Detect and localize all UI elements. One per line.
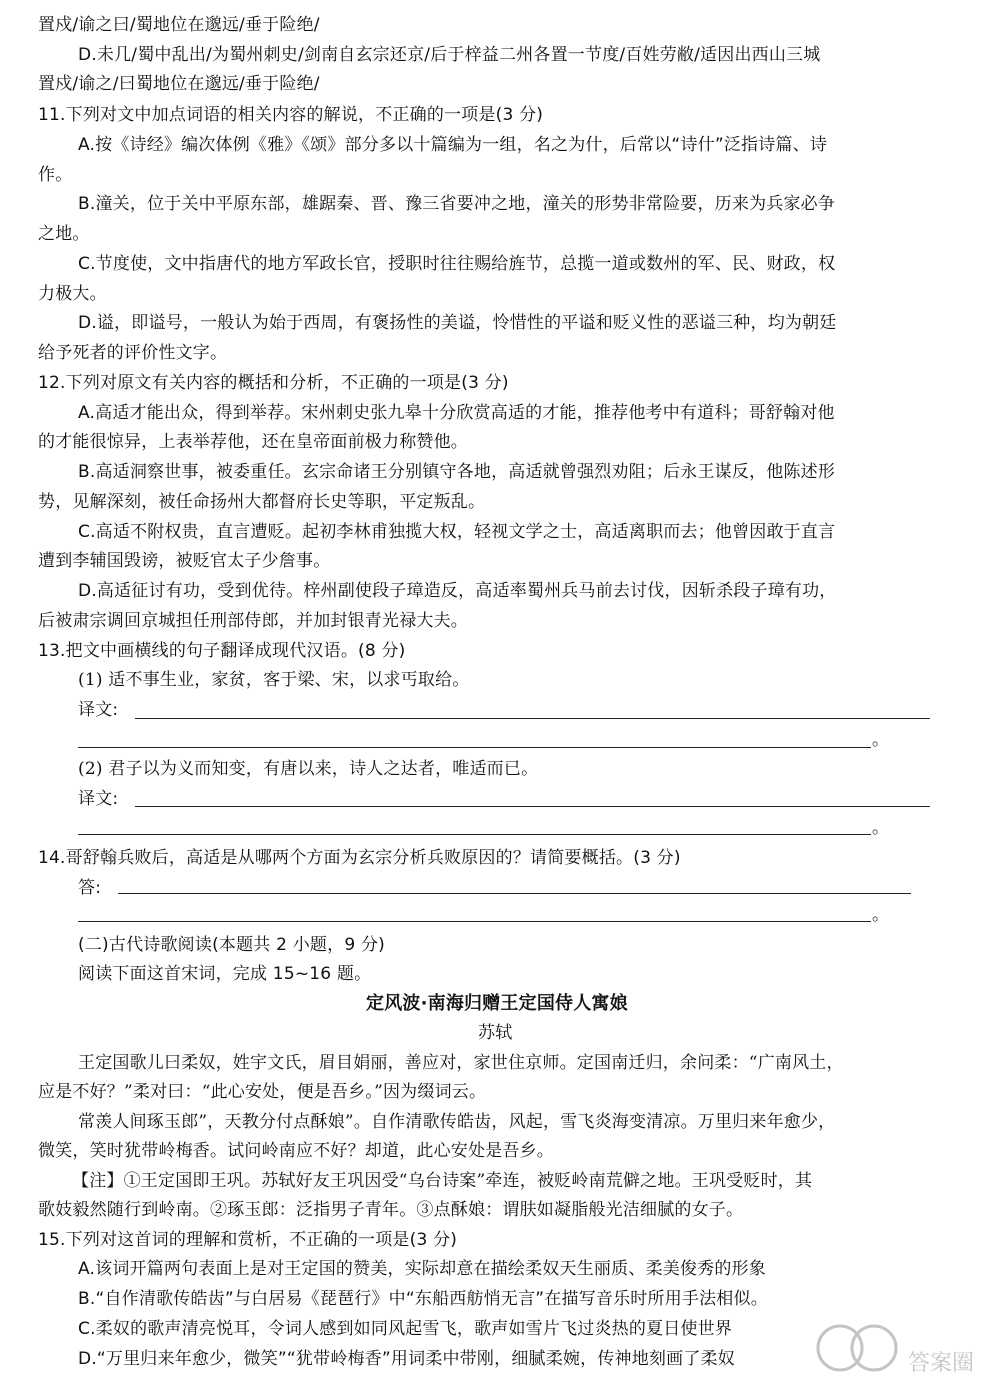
q13-sentence-2: (2) 君子以为义而知变，有唐以来，诗人之达者，唯适而已。 [78, 759, 539, 779]
watermark-ring-icon [818, 1326, 862, 1370]
section-heading: (二)古代诗歌阅读(本题共 2 小题，9 分) [78, 935, 385, 955]
q15-option-c: C.柔奴的歌声清亮悦耳，令词人感到如同风起雪飞，歌声如雪片飞过炎热的夏日使世界 [78, 1319, 733, 1339]
q15-option-b: B.“自作清歌传皓齿”与白居易《琵琶行》中“东船西舫悄无言”在描写音乐时所用手法相似。 [78, 1289, 768, 1309]
poem-title: 定风波·南海归赠王定国侍人寓娘 [366, 993, 628, 1014]
q11-option-c: C.节度使，文中指唐代的地方军政长官，授职时往往赐给旌节，总揽一道或数州的军、民、财政，权 [78, 254, 836, 274]
answer-line[interactable] [135, 806, 930, 807]
q12-option-a: A.高适才能出众，得到举荐。宋州刺史张九皋十分欣赏高适的才能，推荐他考中有道科；哥舒翰对他 [78, 403, 835, 423]
poem-preface: 王定国歌儿曰柔奴，姓宇文氏，眉目娟丽，善应对，家世住京师。定国南迁归，余问柔：“广南风土， [78, 1053, 844, 1073]
answer-line[interactable] [78, 834, 871, 835]
answer-label: 译文: [78, 700, 119, 720]
poem-note: 【注】①王定国即王巩。苏轼好友王巩因受“乌台诗案”牵连，被贬岭南荒僻之地。王巩受贬时，其 [72, 1171, 813, 1191]
question-14: 14.哥舒翰兵败后，高适是从哪两个方面为玄宗分析兵败原因的？请简要概括。(3 分) [38, 848, 681, 868]
q15-option-d: D.“万里归来年愈少，微笑”“犹带岭梅香”用词柔中带刚，细腻柔婉，传神地刻画了柔奴 [78, 1349, 735, 1369]
text-line: 之地。 [38, 224, 90, 244]
q12-option-c: C.高适不附权贵，直言遭贬。起初李林甫独揽大权，轻视文学之士，高适离职而去；他曾因敢于直言 [78, 522, 836, 542]
text-line: 的才能很惊异，上表举荐他，还在皇帝面前极力称赞他。 [38, 432, 468, 452]
q11-option-a: A.按《诗经》编次体例《雅》《颂》部分多以十篇编为一组，名之为什，后常以“诗什”泛指诗篇、诗 [78, 135, 828, 155]
q12-option-b: B.高适洞察世事，被委重任。玄宗命诸王分别镇守各地，高适就曾强烈劝阻；后永王谋反，他陈述形 [78, 462, 836, 482]
answer-label: 答: [78, 878, 102, 898]
poem-text: 常羡人间琢玉郎”，天教分付点酥娘”。自作清歌传皓齿，风起，雪飞炎海变清凉。万里归来年愈少， [78, 1112, 836, 1132]
poem-text: 微笑，笑时犹带岭梅香。试问岭南应不好？却道，此心安处是吾乡。 [38, 1141, 554, 1161]
text-line: 作。 [38, 165, 73, 185]
q15-option-a: A.该词开篇两句表面上是对王定国的赞美，实际却意在描绘柔奴天生丽质、柔美俊秀的形象 [78, 1259, 766, 1279]
line-end-period: 。 [872, 905, 890, 925]
text-line: 置戍/谕之/曰蜀地位在邈远/垂于险绝/ [38, 74, 320, 94]
poem-author: 苏轼 [478, 1023, 513, 1043]
text-line: 势，见解深刻，被任命扬州大都督府长史等职，平定叛乱。 [38, 492, 486, 512]
q11-option-b: B.潼关，位于关中平原东部，雄踞秦、晋、豫三省要冲之地，潼关的形势非常险要，历来为兵家必争 [78, 194, 836, 214]
answer-label: 译文: [78, 789, 119, 809]
text-line: 力极大。 [38, 284, 107, 304]
answer-line[interactable] [78, 747, 871, 748]
q11-option-d: D.谥，即谥号，一般认为始于西周，有褒扬性的美谥，怜惜性的平谥和贬义性的恶谥三种，均为朝廷 [78, 313, 837, 333]
question-11: 11.下列对文中加点词语的相关内容的解说，不正确的一项是(3 分) [38, 105, 544, 125]
question-15: 15.下列对这首词的理解和赏析，不正确的一项是(3 分) [38, 1230, 458, 1250]
q12-option-d: D.高适征讨有功，受到优待。梓州副使段子璋造反，高适率蜀州兵马前去讨伐，因斩杀段子璋有功， [78, 581, 837, 601]
q13-sentence-1: (1) 适不事生业，家贫，客于梁、宋，以求丐取给。 [78, 670, 470, 690]
line-end-period: 。 [872, 730, 890, 750]
section-instruction: 阅读下面这首宋词，完成 15~16 题。 [78, 964, 372, 984]
text-line: 置戍/谕之曰/蜀地位在邈远/垂于险绝/ [38, 15, 320, 35]
question-13: 13.把文中画横线的句子翻译成现代汉语。(8 分) [38, 641, 406, 661]
watermark-text: 答案圈 [908, 1351, 975, 1376]
question-12: 12.下列对原文有关内容的概括和分析，不正确的一项是(3 分) [38, 373, 509, 393]
answer-line[interactable] [118, 893, 911, 894]
text-line: 后被肃宗调回京城担任刑部侍郎，并加封银青光禄大夫。 [38, 611, 468, 631]
answer-line[interactable] [135, 718, 930, 719]
text-line: 给予死者的评价性文字。 [38, 343, 228, 363]
answer-line[interactable] [78, 921, 871, 922]
watermark-ring-icon [852, 1326, 896, 1370]
watermark-logo [812, 1318, 990, 1382]
poem-preface: 应是不好？”柔对曰：“此心安处，便是吾乡。”因为缀词云。 [38, 1082, 487, 1102]
option-d-line: D.未几/蜀中乱出/为蜀州刺史/剑南自玄宗还京/后于梓益二州各置一节度/百姓劳敝/适因出西山三城 [78, 45, 821, 65]
text-line: 遭到李辅国毁谤，被贬官太子少詹事。 [38, 551, 331, 571]
poem-note: 歌妓毅然随行到岭南。②琢玉郎：泛指男子青年。③点酥娘：谓肤如凝脂般光洁细腻的女子。 [38, 1200, 744, 1220]
line-end-period: 。 [872, 818, 890, 838]
